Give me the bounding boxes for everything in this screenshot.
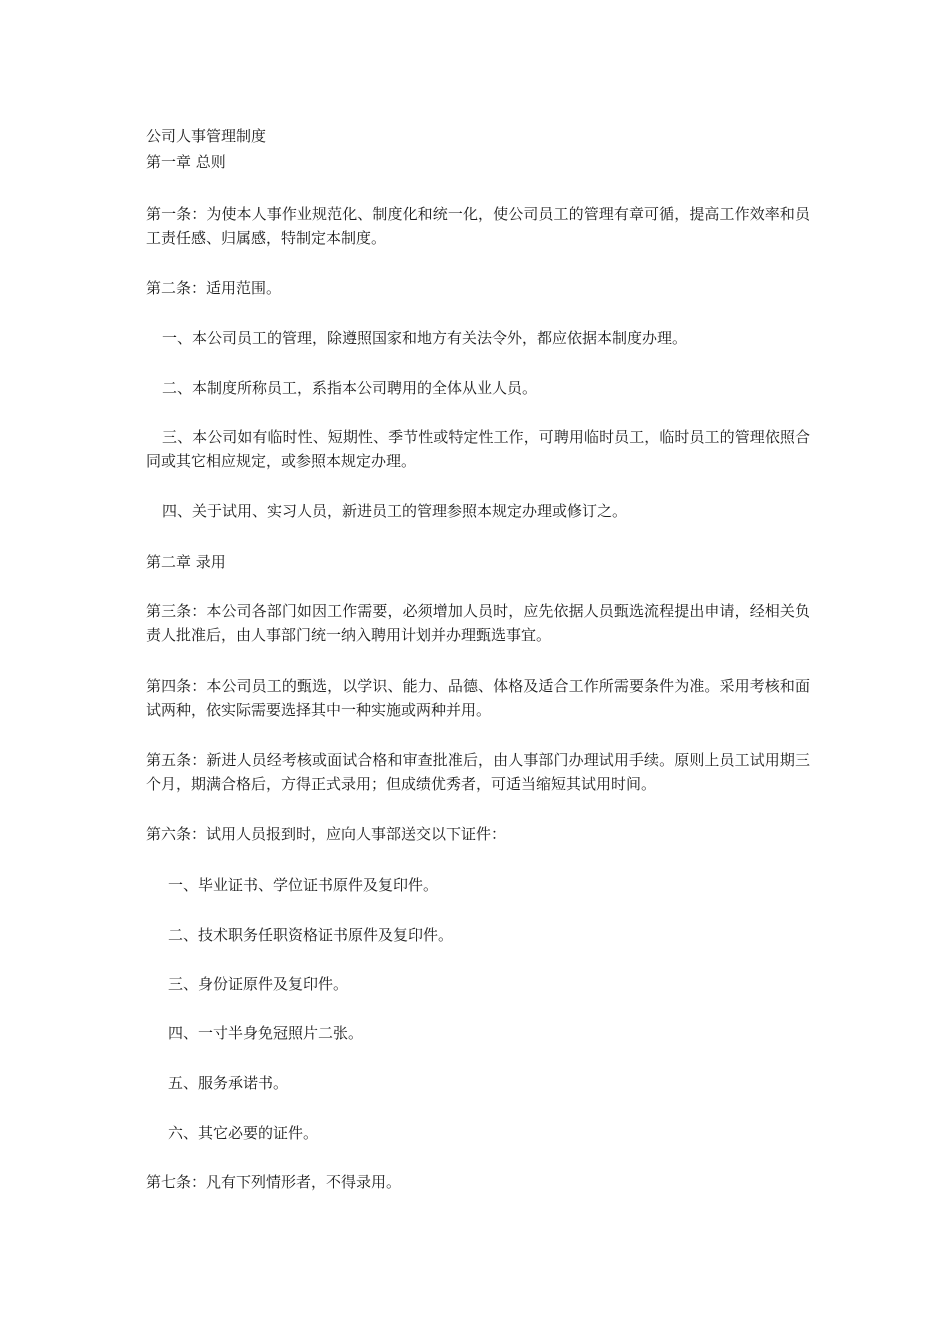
article-7: 第七条：凡有下列情形者，不得录用。 (146, 1173, 402, 1191)
documents-item-3: 三、身份证原件及复印件。 (168, 975, 349, 993)
scope-item-3: 三、本公司如有临时性、短期性、季节性或特定性工作，可聘用临时员工，临时员工的管理依照合同或其它相应规定，或参照本规定办理。 (146, 428, 810, 470)
documents-item-6: 六、其它必要的证件。 (168, 1124, 319, 1142)
documents-item-2: 二、技术职务任职资格证书原件及复印件。 (168, 926, 454, 944)
scope-item-4: 四、关于试用、实习人员，新进员工的管理参照本规定办理或修订之。 (162, 502, 628, 520)
chapter-2-heading: 第二章 录用 (146, 553, 226, 571)
article-3: 第三条：本公司各部门如因工作需要，必须增加人员时，应先依据人员甄选流程提出申请，经相关负责人批准后，由人事部门统一纳入聘用计划并办理甄选事宜。 (146, 602, 810, 644)
article-4: 第四条：本公司员工的甄选，以学识、能力、品德、体格及适合工作所需要条件为准。采用考核和面试两种，依实际需要选择其中一种实施或两种并用。 (146, 677, 810, 719)
article-6: 第六条：试用人员报到时，应向人事部送交以下证件： (146, 825, 507, 843)
article-5: 第五条：新进人员经考核或面试合格和审查批准后，由人事部门办理试用手续。原则上员工试用期三个月，期满合格后，方得正式录用；但成绩优秀者，可适当缩短其试用时间。 (146, 751, 810, 793)
documents-item-5: 五、服务承诺书。 (168, 1074, 289, 1092)
article-1: 第一条：为使本人事作业规范化、制度化和统一化，使公司员工的管理有章可循，提高工作效率和员工责任感、归属感，特制定本制度。 (146, 205, 810, 247)
scope-item-2: 二、本制度所称员工，系指本公司聘用的全体从业人员。 (162, 379, 538, 397)
article-2: 第二条：适用范围。 (146, 279, 282, 297)
chapter-1-heading: 第一章 总则 (146, 153, 226, 171)
scope-item-1: 一、本公司员工的管理，除遵照国家和地方有关法令外，都应依据本制度办理。 (162, 329, 688, 347)
document-title: 公司人事管理制度 (146, 127, 267, 145)
documents-item-4: 四、一寸半身免冠照片二张。 (168, 1024, 364, 1042)
documents-item-1: 一、毕业证书、学位证书原件及复印件。 (168, 876, 439, 894)
